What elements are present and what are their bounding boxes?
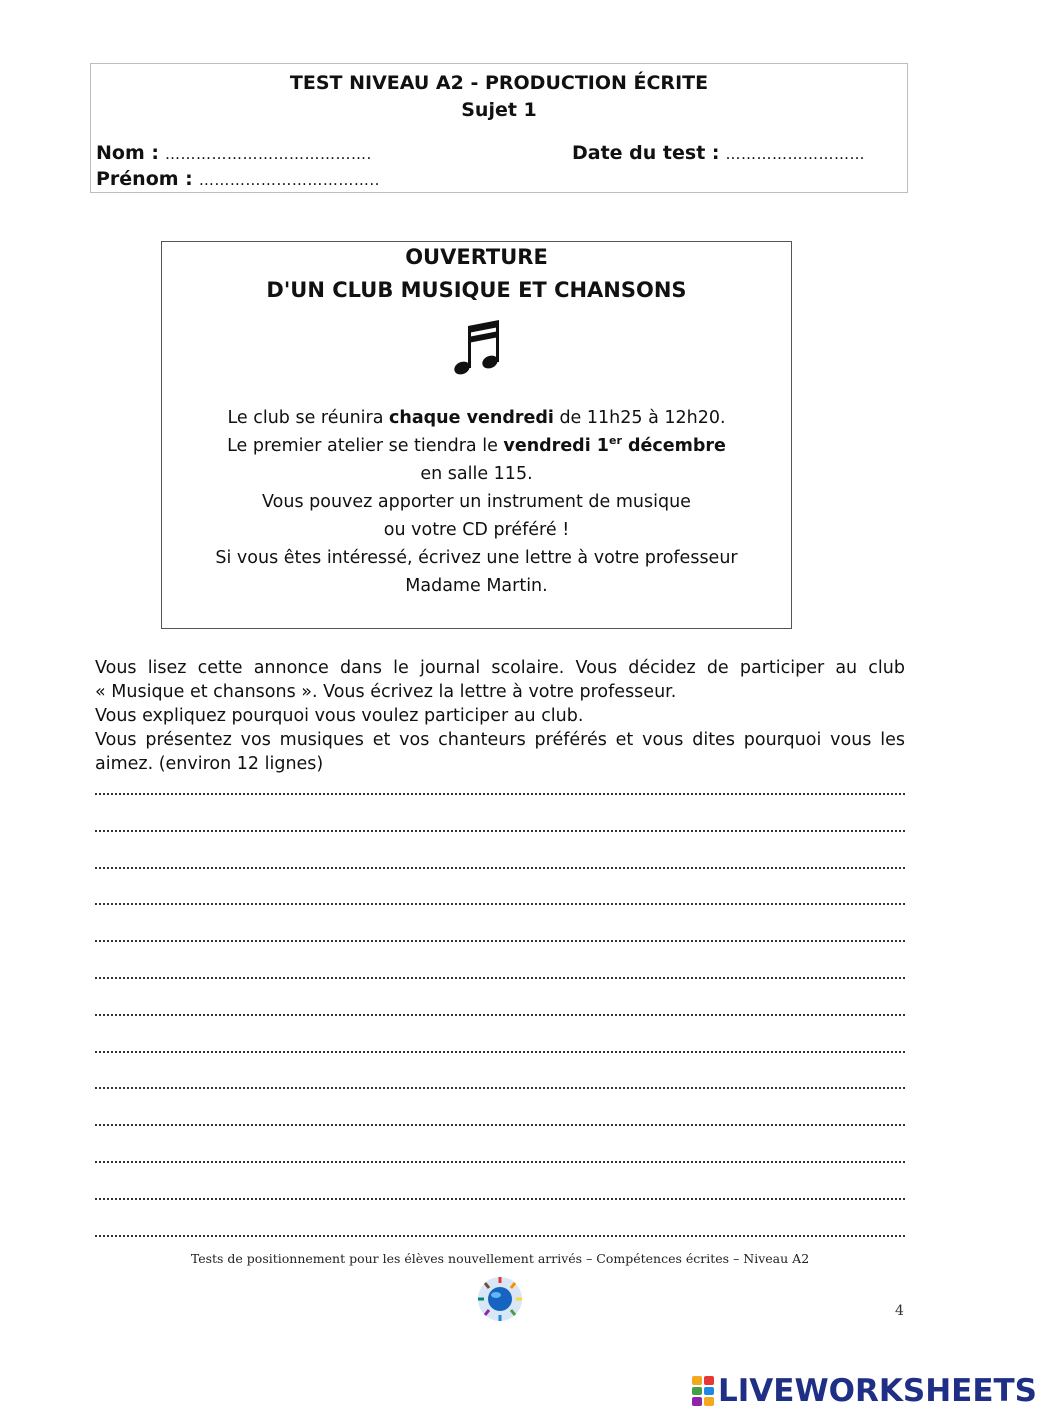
music-note-icon	[162, 320, 791, 380]
nom-field[interactable]	[96, 142, 372, 164]
announcement-line-1: Le club se réunira chaque vendredi de 11h25 à 12h20.	[227, 408, 726, 428]
announcement-line-6: Si vous êtes intéressé, écrivez une lettre à votre professeur	[215, 548, 738, 568]
instructions	[95, 656, 905, 776]
date-dots: ………………………	[725, 145, 866, 163]
nom-dots: ………………………………….	[165, 145, 372, 163]
test-subject: Sujet 1	[461, 99, 537, 121]
answer-line[interactable]	[95, 1010, 905, 1016]
prenom-dots: ……………………………..	[198, 171, 380, 189]
date-field[interactable]	[572, 142, 865, 164]
announcement-line-4: Vous pouvez apporter un instrument de musique	[262, 492, 691, 512]
announcement-line-5: ou votre CD préféré !	[383, 520, 570, 540]
instructions-line-1: Vous lisez cette annonce dans le journal scolaire. Vous décidez de participer au club	[95, 658, 905, 678]
answer-line[interactable]	[95, 863, 905, 869]
casnav-globe-logo	[474, 1273, 526, 1325]
announcement-line-3: en salle 115.	[420, 464, 533, 484]
answer-line[interactable]	[95, 826, 905, 832]
prenom-label: Prénom :	[96, 168, 193, 190]
answer-line[interactable]	[95, 1083, 905, 1089]
announcement-title-line2: D'UN CLUB MUSIQUE ET CHANSONS	[266, 278, 687, 302]
answer-line[interactable]	[95, 1157, 905, 1163]
announcement-line-7: Madame Martin.	[405, 576, 548, 596]
test-title: TEST NIVEAU A2 - PRODUCTION ÉCRITE	[289, 72, 709, 94]
announcement-body	[162, 404, 791, 600]
nom-label: Nom :	[96, 142, 159, 164]
test-title-block	[91, 70, 907, 124]
liveworksheets-icon	[692, 1376, 714, 1406]
liveworksheets-wordmark: LIVEWORKSHEETS	[718, 1373, 1037, 1409]
announcement-title-line1: OUVERTURE	[405, 245, 548, 269]
footer-text: Tests de positionnement pour les élèves nouvellement arrivés – Compétences écrites – Niveau A2	[190, 1251, 810, 1266]
instructions-line-3: Vous expliquez pourquoi vous voulez participer au club.	[95, 706, 584, 726]
instructions-line-4: Vous présentez vos musiques et vos chanteurs préférés et vous dites pourquoi vous les	[95, 730, 905, 750]
instructions-line-2: « Musique et chansons ». Vous écrivez la lettre à votre professeur.	[95, 682, 677, 702]
instructions-line-5: aimez. (environ 12 lignes)	[95, 754, 324, 774]
answer-line[interactable]	[95, 1231, 905, 1237]
answer-line[interactable]	[95, 899, 905, 905]
announcement-box	[161, 241, 792, 629]
header-box	[90, 63, 908, 193]
liveworksheets-brand	[692, 1373, 1037, 1409]
answer-line[interactable]	[95, 789, 905, 795]
date-label: Date du test :	[572, 142, 720, 164]
page-number: 4	[895, 1303, 904, 1319]
answer-line[interactable]	[95, 1120, 905, 1126]
answer-line[interactable]	[95, 936, 905, 942]
answer-line[interactable]	[95, 1047, 905, 1053]
prenom-field[interactable]	[96, 168, 380, 190]
answer-line[interactable]	[95, 1194, 905, 1200]
announcement-line-2: Le premier atelier se tiendra le vendredi 1er décembre	[227, 434, 726, 456]
answer-line[interactable]	[95, 973, 905, 979]
